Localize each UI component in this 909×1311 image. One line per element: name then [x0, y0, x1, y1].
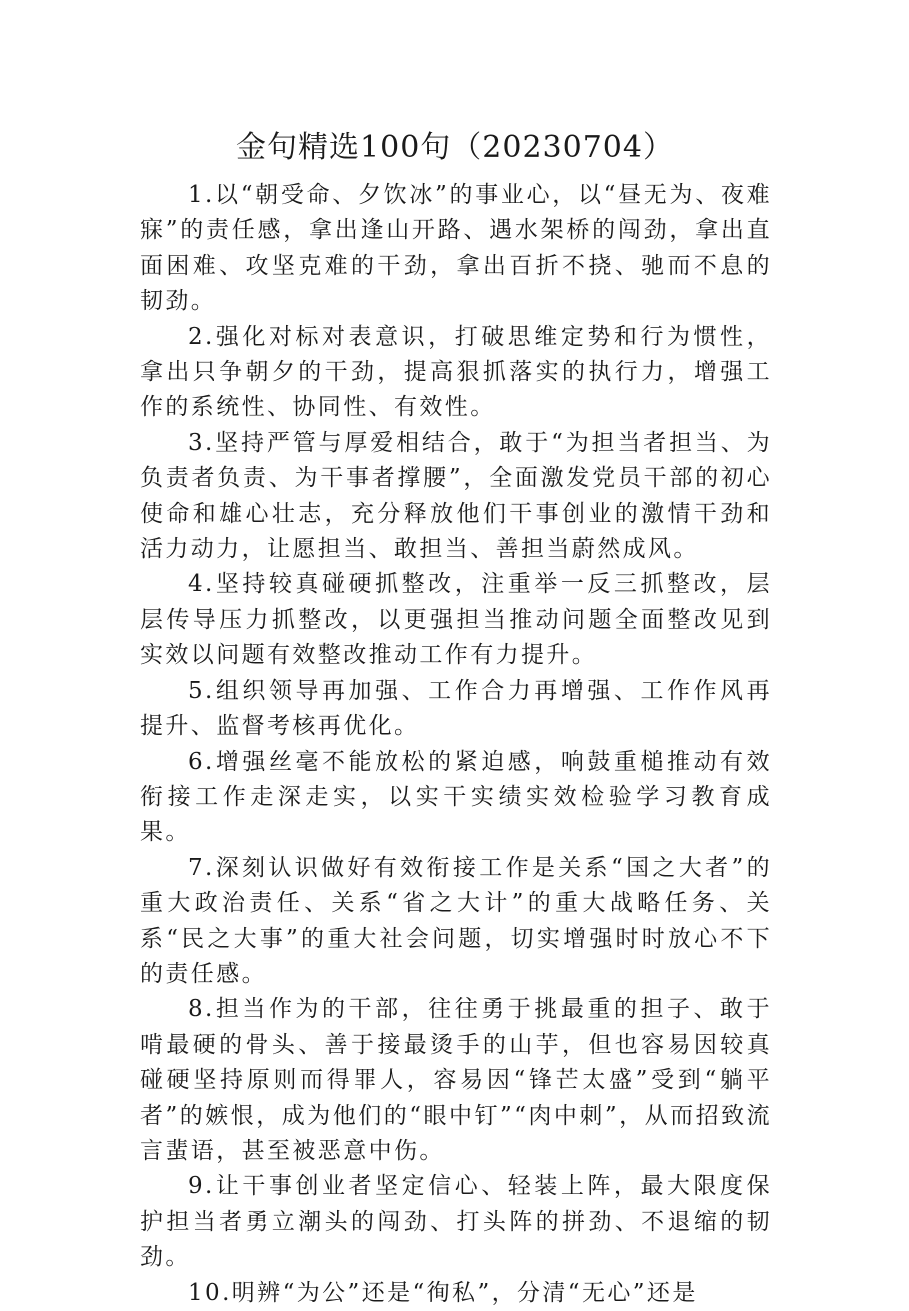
- paragraph-2: 2.强化对标对表意识，打破思维定势和行为惯性，拿出只争朝夕的干劲，提高狠抓落实的执行力，增强工作的系统性、协同性、有效性。: [140, 323, 772, 421]
- paragraph-5: 5.组织领导再加强、工作合力再增强、工作作风再提升、监督考核再优化。: [140, 677, 772, 740]
- paragraph-3: 3.坚持严管与厚爱相结合，敢于“为担当者担当、为负责者负责、为干事者撑腰”，全面激发党员干部的初心使命和雄心壮志，充分释放他们干事创业的激情干劲和活力动力，让愿担当、敢担当、善担当蔚然成风。: [140, 429, 772, 563]
- document-body: [140, 178, 772, 1311]
- paragraph-9: 9.让干事创业者坚定信心、轻装上阵，最大限度保护担当者勇立潮头的闯劲、打头阵的拼劲、不退缩的韧劲。: [140, 1173, 772, 1271]
- paragraph-4: 4.坚持较真碰硬抓整改，注重举一反三抓整改，层层传导压力抓整改，以更强担当推动问题全面整改见到实效以问题有效整改推动工作有力提升。: [140, 571, 772, 669]
- paragraph-8: 8.担当作为的干部，往往勇于挑最重的担子、敢于啃最硬的骨头、善于接最烫手的山芋，但也容易因较真碰硬坚持原则而得罪人，容易因“锋芒太盛”受到“躺平者”的嫉恨，成为他们的“眼中钉”“肉中刺”，从而招致流言蜚语，甚至被恶意中伤。: [140, 996, 772, 1164]
- paragraph-10: 10.明辨“为公”还是“徇私”，分清“无心”还是: [188, 1279, 698, 1306]
- document-title: 金句精选100句（20230704）: [236, 130, 674, 165]
- paragraph-1: 1.以“朝受命、夕饮冰”的事业心，以“昼无为、夜难寐”的责任感，拿出逢山开路、遇水架桥的闯劲，拿出直面困难、攻坚克难的干劲，拿出百折不挠、驰而不息的韧劲。: [140, 182, 772, 315]
- paragraph-7: 7.深刻认识做好有效衔接工作是关系“国之大者”的重大政治责任、关系“省之大计”的重大战略任务、关系“民之大事”的重大社会问题，切实增强时时放心不下的责任感。: [140, 854, 772, 987]
- paragraph-6: 6.增强丝毫不能放松的紧迫感，响鼓重槌推动有效衔接工作走深走实，以实干实绩实效检验学习教育成果。: [140, 748, 772, 846]
